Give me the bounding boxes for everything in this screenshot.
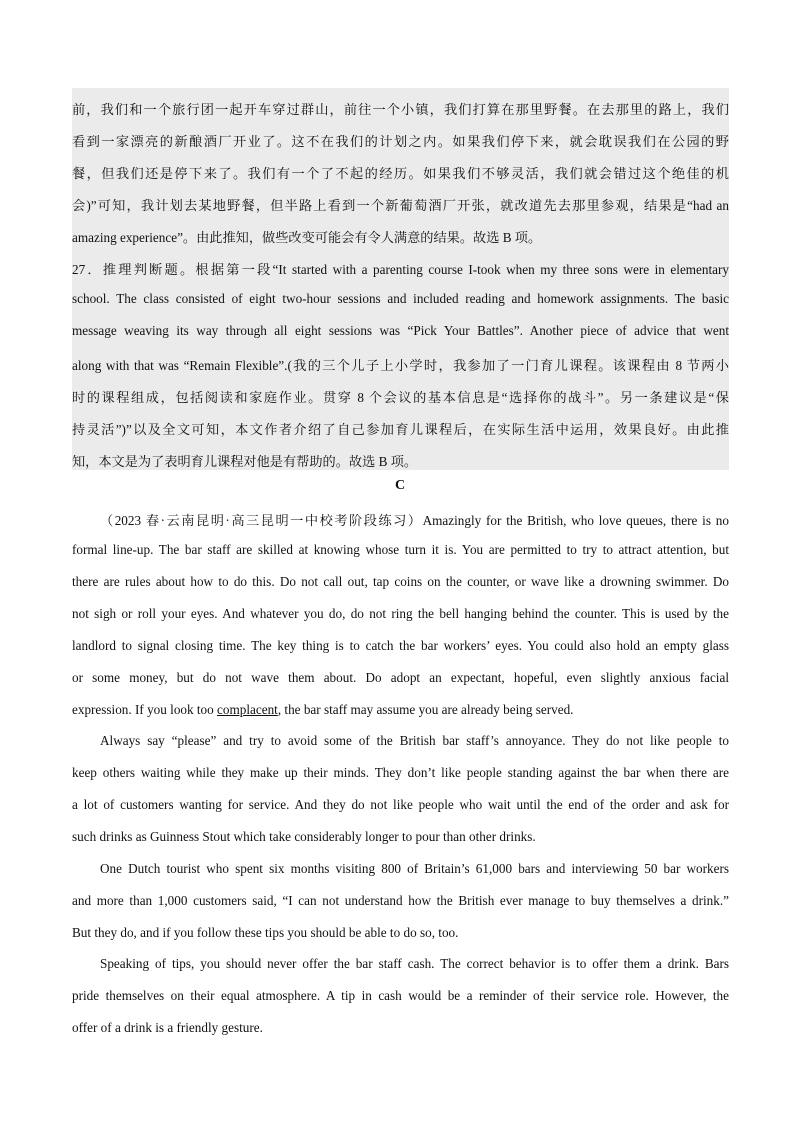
passage-line: One Dutch tourist who spent six months visiting 800 of Britain’s 61,000 bars and interviewing 50 bar workers <box>100 861 729 876</box>
answer-line: 会)”可知，我计划去某地野餐，但半路上看到一个新葡萄酒厂开张，就改道先去那里参观，结果是“had an <box>72 198 729 213</box>
passage-text: expression. If you look too <box>72 702 218 717</box>
answer-explanation-block <box>72 88 729 470</box>
passage-line: or some money, but do not wave them about. Do adopt an expectant, hopeful, even slightly anxious facial <box>72 670 729 685</box>
answer-line: amazing experience”。由此推知，做些改变可能会有令人满意的结果。故选 B 项。 <box>72 230 542 245</box>
passage-line: and more than 1,000 customers said, “I can not understand how the British ever manage to buy themselves a drink.” <box>72 893 729 908</box>
passage-line: keep others waiting while they make up their minds. They don’t like people standing against the bar when there are <box>72 765 729 780</box>
passage-line: offer of a drink is a friendly gesture. <box>72 1020 263 1035</box>
answer-line: 27．推理判断题。根据第一段“It started with a parenting course I-took when my three sons were in elementary <box>72 262 729 277</box>
answer-line: along with that was “Remain Flexible”.(我的三个儿子上小学时，我参加了一门育儿课程。该课程由 8 节两小 <box>72 358 729 373</box>
passage-line: pride themselves on their equal atmosphere. A tip in cash would be a reminder of their service role. However, the <box>72 988 729 1003</box>
section-title: C <box>394 478 406 493</box>
passage-line: there are rules about how to do this. Do not call out, tap coins on the counter, or wave like a drowning swimmer. Do <box>72 574 729 589</box>
passage-line: （2023 春·云南昆明·高三昆明一中校考阶段练习）Amazingly for the British, who love queues, there is no <box>100 513 729 528</box>
answer-line: 餐，但我们还是停下来了。我们有一个了不起的经历。如果我们不够灵活，我们就会错过这个绝佳的机 <box>72 166 729 181</box>
answer-line: 前，我们和一个旅行团一起开车穿过群山，前往一个小镇，我们打算在那里野餐。在去那里的路上，我们 <box>72 102 729 117</box>
underlined-word: complacent <box>217 702 278 717</box>
passage-line: landlord to signal closing time. The key thing is to catch the bar workers’ eyes. You could also hold an empty glass <box>72 638 729 653</box>
answer-line: 知，本文是为了表明育儿课程对他是有帮助的。故选 B 项。 <box>72 454 418 469</box>
answer-line: 时的课程组成，包括阅读和家庭作业。贯穿 8 个会议的基本信息是“选择你的战斗”。另一条建议是“保 <box>72 390 729 405</box>
passage-text: , the bar staff may assume you are already being served. <box>277 702 574 717</box>
passage-line: a lot of customers wanting for service. And they do not like people who wait until the end of the order and ask for <box>72 797 729 812</box>
passage-line: such drinks as Guinness Stout which take considerably longer to pour than other drinks. <box>72 829 536 844</box>
passage-line: not sigh or roll your eyes. And whatever you do, do not ring the bell hanging behind the counter. This is used by the <box>72 606 729 621</box>
answer-line: 看到一家漂亮的新酿酒厂开业了。这不在我们的计划之内。如果我们停下来，就会耽误我们在公园的野 <box>72 134 729 149</box>
passage-line: Speaking of tips, you should never offer the bar staff cash. The correct behavior is to offer them a drink. Bars <box>100 956 729 971</box>
answer-line: 持灵活”)”以及全文可知，本文作者介绍了自己参加育儿课程后，在实际生活中运用，效果良好。由此推 <box>72 422 729 437</box>
passage-line: Always say “please” and try to avoid some of the British bar staff’s annoyance. They do not like people to <box>100 733 729 748</box>
passage-line: But they do, and if you follow these tips you should be able to do so, too. <box>72 925 459 940</box>
passage-line: formal line-up. The bar staff are skilled at knowing whose turn it is. You are permitted to try to attract attention, but <box>72 542 729 557</box>
answer-line: school. The class consisted of eight two-hour sessions and included reading and homework assignments. The basic <box>72 291 729 306</box>
answer-line: message weaving its way through all eight sessions was “Pick Your Battles”. Another piece of advice that went <box>72 323 729 338</box>
passage-line <box>72 702 729 718</box>
